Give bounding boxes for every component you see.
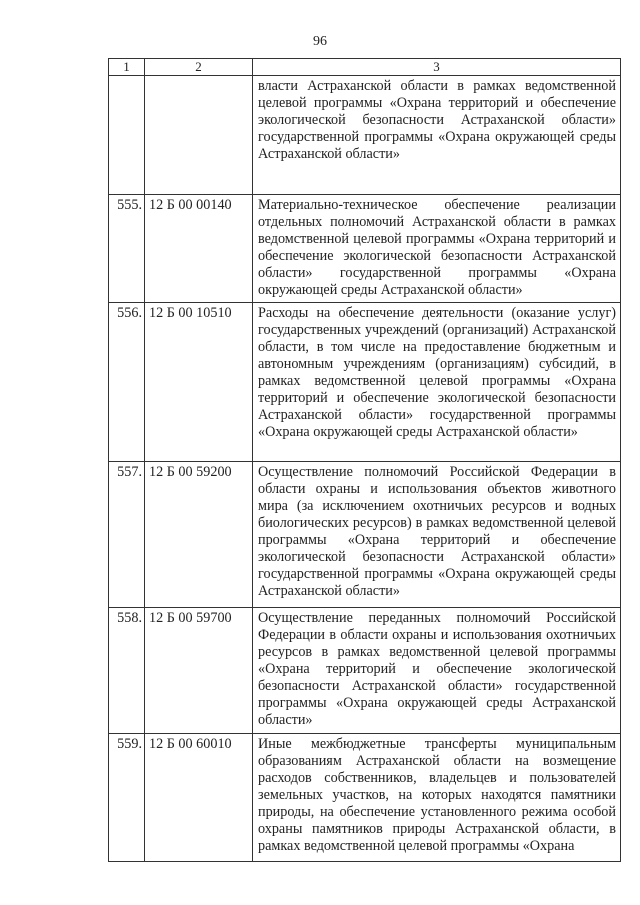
table-row [109,195,621,303]
table-row [109,462,621,608]
row-number: 555. [109,195,145,303]
row-number [109,76,145,195]
header-col-3: 3 [253,59,621,76]
row-number: 557. [109,462,145,608]
header-col-2: 2 [145,59,253,76]
row-description: Осуществление полномочий Российской Федерации в области охраны и использования объектов животного мира (за исключением охотничьих ресурсов и водных биологических ресурсов) в рамках ведомственной целевой программы «Охрана территорий и обеспечение экологической безопасности Астраханской области» государственной программы «Охрана окружающей среды Астраханской области» [253,462,621,608]
row-description: Осуществление переданных полномочий Российской Федерации в области охраны и использования охотничьих ресурсов в рамках ведомственной целевой программы «Охрана территорий и обеспечение экологической безопасности Астраханской области» государственной программы «Охрана окружающей среды Астраханской области» [253,608,621,734]
row-code [145,76,253,195]
table-row [109,608,621,734]
table-row [109,734,621,862]
row-code: 12 Б 00 59200 [145,462,253,608]
row-code: 12 Б 00 60010 [145,734,253,862]
row-description: власти Астраханской области в рамках ведомственной целевой программы «Охрана территорий и обеспечение экологической безопасности Астраханской области» государственной программы «Охрана окружающей среды Астраханской области» [253,76,621,195]
row-description: Материально-техническое обеспечение реализации отдельных полномочий Астраханской области в рамках ведомственной целевой программы «Охрана территорий и обеспечение экологической безопасности Астраханской области» государственной программы «Охрана окружающей среды Астраханской области» [253,195,621,303]
table-header-row [109,59,621,76]
budget-table [108,58,621,862]
row-number: 556. [109,303,145,462]
header-col-1: 1 [109,59,145,76]
row-code: 12 Б 00 59700 [145,608,253,734]
row-code: 12 Б 00 10510 [145,303,253,462]
page-number: 96 [313,34,327,49]
table-row [109,303,621,462]
row-code: 12 Б 00 00140 [145,195,253,303]
table-row [109,76,621,195]
row-number: 559. [109,734,145,862]
row-description: Расходы на обеспечение деятельности (оказание услуг) государственных учреждений (организаций) Астраханской области, в том числе на предоставление бюджетным и автономным учреждениям (организациям) субсидий, в рамках ведомственной целевой программы «Охрана территорий и обеспечение экологической безопасности Астраханской области» государственной программы «Охрана окружающей среды Астраханской области» [253,303,621,462]
row-description: Иные межбюджетные трансферты муниципальным образованиям Астраханской области на возмещение расходов собственников, владельцев и пользователей земельных участков, на которых находятся памятники природы, на обеспечение установленного режима особой охраны памятников природы Астраханской области, в рамках ведомственной целевой программы «Охрана [253,734,621,862]
row-number: 558. [109,608,145,734]
